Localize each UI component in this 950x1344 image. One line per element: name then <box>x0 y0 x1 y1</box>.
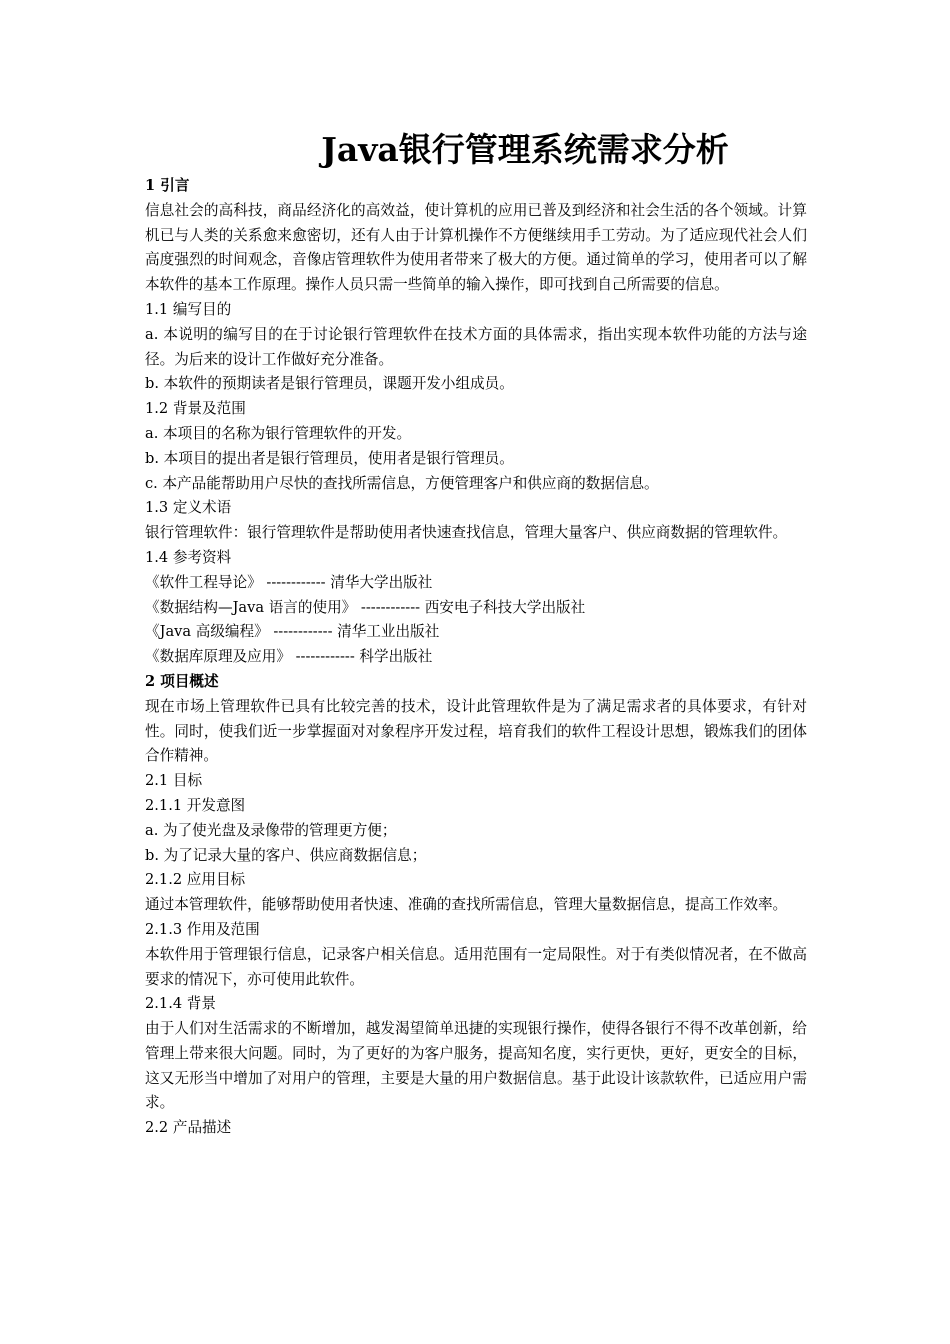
section-heading-2-1-4: 2.1.4 背景 <box>145 995 216 1013</box>
section-1-2-item-b: b. 本项目的提出者是银行管理员，使用者是银行管理员。 <box>145 449 514 467</box>
document-title: Java银行管理系统需求分析 <box>321 130 729 169</box>
section-heading-2-1-1: 2.1.1 开发意图 <box>145 796 246 814</box>
section-2-1-1-item-b: b. 为了记录大量的客户、供应商数据信息； <box>145 846 427 864</box>
section-1-3-paragraph: 银行管理软件：银行管理软件是帮助使用者快速查找信息，管理大量客户、供应商数据的管理软件。 <box>145 524 788 542</box>
section-heading-1-4: 1.4 参考资料 <box>145 548 232 566</box>
document-body <box>145 174 807 1141</box>
section-heading-1-3: 1.3 定义术语 <box>145 499 232 517</box>
reference-item: 《软件工程导论》 ------------ 清华大学出版社 <box>145 573 433 591</box>
section-2-1-1-item-a: a. 为了使光盘及录像带的管理更方便； <box>145 821 397 839</box>
reference-item: 《数据结构—Java 语言的使用》 ------------ 西安电子科技大学出版社 <box>145 598 586 616</box>
section-2-paragraph: 现在市场上管理软件已具有比较完善的技术，设计此管理软件是为了满足需求者的具体要求，有针对性。同时，使我们近一步掌握面对对象程序开发过程，培育我们的软件工程设计思想，锻炼我们的团体合作精神。 <box>145 697 807 765</box>
section-heading-2-1-3: 2.1.3 作用及范围 <box>145 920 260 938</box>
section-1-2-item-a: a. 本项目的名称为银行管理软件的开发。 <box>145 424 412 442</box>
section-heading-2-1-2: 2.1.2 应用目标 <box>145 871 246 889</box>
reference-item: 《Java 高级编程》 ------------ 清华工业出版社 <box>145 623 440 641</box>
section-heading-2-1: 2.1 目标 <box>145 772 203 790</box>
section-heading-1-1: 1.1 编写目的 <box>145 300 232 318</box>
section-2-1-2-paragraph: 通过本管理软件，能够帮助使用者快速、准确的查找所需信息，管理大量数据信息，提高工作效率。 <box>145 896 788 914</box>
section-1-1-item-b: b. 本软件的预期读者是银行管理员，课题开发小组成员。 <box>145 375 514 393</box>
section-heading-2: 2 项目概述 <box>145 672 219 690</box>
section-heading-1: 1 引言 <box>145 177 190 194</box>
section-1-paragraph: 信息社会的高科技，商品经济化的高效益，使计算机的应用已普及到经济和社会生活的各个领域。计算机已与人类的关系愈来愈密切，还有人由于计算机操作不方便继续用手工劳动。为了适应现代社会人们高度强烈的时间观念，音像店管理软件为使用者带来了极大的方便。通过简单的学习，使用者可以了解本软件的基本工作原理。操作人员只需一些简单的输入操作，即可找到自己所需要的信息。 <box>145 201 807 294</box>
section-1-1-item-a: a. 本说明的编写目的在于讨论银行管理软件在技术方面的具体需求，指出实现本软件功能的方法与途径。为后来的设计工作做好充分准备。 <box>145 325 807 368</box>
section-2-1-3-paragraph: 本软件用于管理银行信息，记录客户相关信息。适用范围有一定局限性。对于有类似情况者，在不做高要求的情况下，亦可使用此软件。 <box>145 945 807 988</box>
reference-item: 《数据库原理及应用》 ------------ 科学出版社 <box>145 648 433 666</box>
section-1-2-item-c: c. 本产品能帮助用户尽快的查找所需信息，方便管理客户和供应商的数据信息。 <box>145 474 659 492</box>
section-heading-2-2: 2.2 产品描述 <box>145 1119 232 1137</box>
section-2-1-4-paragraph: 由于人们对生活需求的不断增加，越发渴望简单迅捷的实现银行操作，使得各银行不得不改革创新，给管理上带来很大问题。同时，为了更好的为客户服务，提高知名度，实行更快，更好，更安全的目标，这又无形当中增加了对用户的管理，主要是大量的用户数据信息。基于此设计该款软件，已适应用户需求。 <box>145 1020 807 1112</box>
section-heading-1-2: 1.2 背景及范围 <box>145 400 246 418</box>
